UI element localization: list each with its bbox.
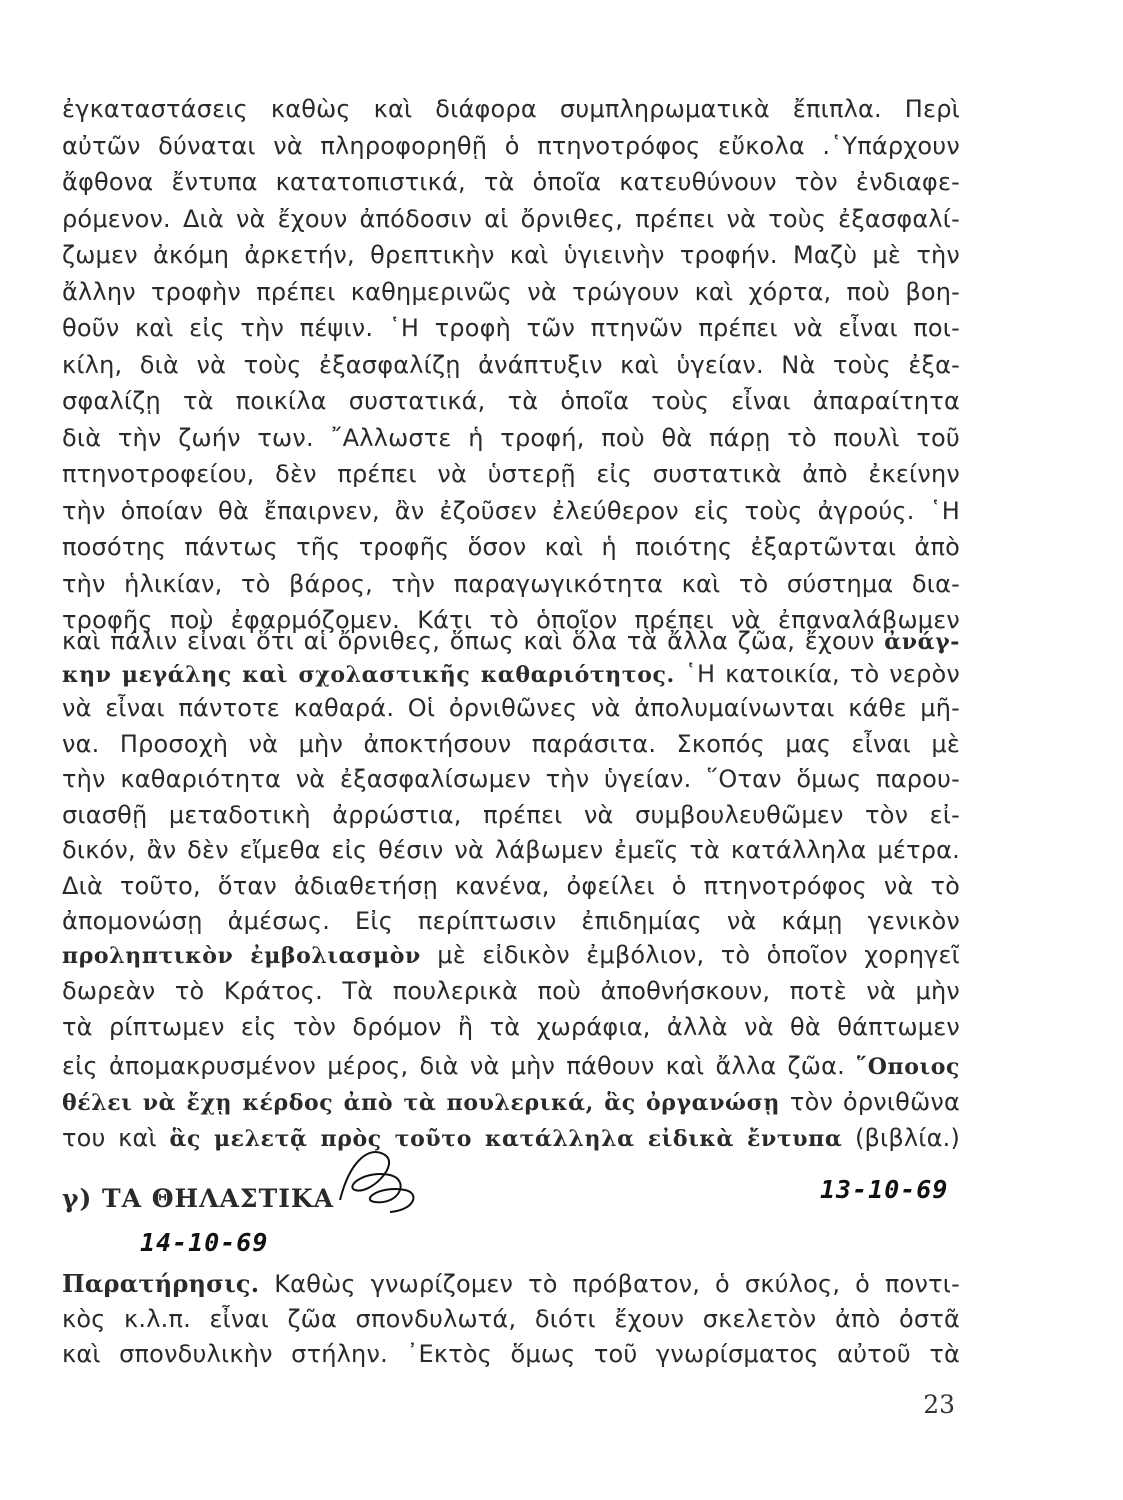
- body-line: προληπτικὸν ἐμβολιασμὸν μὲ εἰδικὸν ἐμβόλιον, τὸ ὁποῖον χορηγεῖ: [62, 941, 960, 969]
- note-line: καὶ σπονδυλικὴν στήλην. ᾿Εκτὸς ὅμως τοῦ γνωρίσματος αὐτοῦ τὰ: [62, 1340, 960, 1368]
- body-line: κίλη, διὰ νὰ τοὺς ἐξασφαλίζῃ ἀνάπτυξιν καὶ ὑγείαν. Νὰ τοὺς ἐξα-: [62, 350, 960, 379]
- body-line: ζωμεν ἀκόμη ἀρκετήν, θρεπτικὴν καὶ ὑγιεινὴν τροφήν. Μαζὺ μὲ τὴν: [62, 241, 960, 269]
- handwritten-date: 14-10-69: [140, 1228, 269, 1257]
- body-line: τὰ ρίπτωμεν εἰς τὸν δρόμον ἢ τὰ χωράφια, ἀλλὰ νὰ θὰ θάπτωμεν: [62, 1013, 960, 1041]
- body-line: Διὰ τοῦτο, ὅταν ἀδιαθετήσῃ κανένα, ὀφείλει ὁ πτηνοτρόφος νὰ τὸ: [62, 871, 960, 900]
- body-line: ἄφθονα ἔντυπα κατατοπιστικά, τὰ ὁποῖα κατευθύνουν τὸν ἐνδιαφε-: [62, 168, 960, 196]
- signature-scribble: [330, 1140, 430, 1220]
- body-line: αὐτῶν δύναται νὰ πληροφορηθῇ ὁ πτηνοτρόφος εὔκολα .῾Υπάρχουν: [62, 131, 960, 160]
- handwritten-date: 13-10-69: [820, 1175, 949, 1204]
- body-line: ποσότης πάντως τῆς τροφῆς ὅσον καὶ ἡ ποιότης ἐξαρτῶνται ἀπὸ: [62, 533, 960, 561]
- note-line: κὸς κ.λ.π. εἶναι ζῶα σπονδυλωτά, διότι ἔχουν σκελετὸν ἀπὸ ὀστᾶ: [62, 1305, 960, 1333]
- body-line: θοῦν καὶ εἰς τὴν πέψιν. ῾Η τροφὴ τῶν πτηνῶν πρέπει νὰ εἶναι ποι-: [62, 314, 960, 342]
- body-line: να. Προσοχὴ νὰ μὴν ἀποκτήσουν παράσιτα. Σκοπός μας εἶναι μὲ: [62, 729, 960, 758]
- body-line: τροφῆς ποὺ ἐφαρμόζομεν. Κάτι τὸ ὁποῖον πρέπει νὰ ἐπαναλάβωμεν: [62, 606, 960, 634]
- body-line: τὴν ὁποίαν θὰ ἔπαιρνεν, ἂν ἐζοῦσεν ἐλεύθερον εἰς τοὺς ἀγρούς. ῾Η: [62, 496, 960, 525]
- body-line: τὴν καθαριότητα νὰ ἐξασφαλίσωμεν τὴν ὑγείαν. ῞Οταν ὅμως παρου-: [62, 765, 960, 793]
- body-line: εἰς ἀπομακρυσμένον μέρος, διὰ νὰ μὴν πάθουν καὶ ἄλλα ζῶα. ῞Οποιος: [62, 1052, 960, 1080]
- body-line: ἀπομονώσῃ ἀμέσως. Εἰς περίπτωσιν ἐπιδημίας νὰ κάμῃ γενικὸν: [62, 907, 960, 935]
- body-line: του καὶ ἃς μελετᾷ πρὸς τοῦτο κατάλληλα εἰδικὰ ἔντυπα (βιβλία.): [62, 1124, 961, 1152]
- body-line: νὰ εἶναι πάντοτε καθαρά. Οἱ ὀρνιθῶνες νὰ ἀπολυμαίνωνται κάθε μῆ-: [62, 694, 960, 722]
- section-heading: γ) ΤΑ ΘΗΛΑΣΤΙΚΑ: [62, 1184, 335, 1213]
- body-line: θέλει νὰ ἔχῃ κέρδος ἀπὸ τὰ πουλερικά, ἃς ὀργανώσῃ τὸν ὀρνιθῶνα: [62, 1088, 960, 1116]
- note-label: Παρατήρησις.: [62, 1269, 260, 1298]
- note-line: Παρατήρησις. Καθὼς γνωρίζομεν τὸ πρόβατον, ὁ σκύλος, ὁ ποντι-: [62, 1269, 960, 1298]
- body-line: διὰ τὴν ζωήν των. ῎Αλλωστε ἡ τροφή, ποὺ θὰ πάρῃ τὸ πουλὶ τοῦ: [62, 423, 960, 452]
- body-line: κην μεγάλης καὶ σχολαστικῆς καθαριότητος. ῾Η κατοικία, τὸ νερὸν: [62, 660, 960, 688]
- page-number: 23: [923, 1390, 955, 1419]
- body-line: πτηνοτροφείου, δὲν πρέπει νὰ ὑστερῇ εἰς συστατικὰ ἀπὸ ἐκείνην: [62, 460, 960, 488]
- body-line: σιασθῇ μεταδοτικὴ ἀρρώστια, πρέπει νὰ συμβουλευθῶμεν τὸν εἰ-: [62, 800, 960, 829]
- body-line: δικόν, ἂν δὲν εἴμεθα εἰς θέσιν νὰ λάβωμεν ἐμεῖς τὰ κατάλληλα μέτρα.: [62, 836, 960, 864]
- body-line: τὴν ἡλικίαν, τὸ βάρος, τὴν παραγωγικότητα καὶ τὸ σύστημα δια-: [62, 569, 960, 598]
- body-line: ρόμενον. Διὰ νὰ ἔχουν ἀπόδοσιν αἱ ὄρνιθες, πρέπει νὰ τοὺς ἐξασφαλί-: [62, 204, 960, 233]
- body-line: ἐγκαταστάσεις καθὼς καὶ διάφορα συμπληρωματικὰ ἔπιπλα. Περὶ: [62, 95, 960, 123]
- body-line: σφαλίζῃ τὰ ποικίλα συστατικά, τὰ ὁποῖα τοὺς εἶναι ἀπαραίτητα: [62, 387, 960, 415]
- body-line: δωρεὰν τὸ Κράτος. Τὰ πουλερικὰ ποὺ ἀποθνήσκουν, ποτὲ νὰ μὴν: [62, 977, 960, 1005]
- body-line: ἄλλην τροφὴν πρέπει καθημερινῶς νὰ τρώγουν καὶ χόρτα, ποὺ βοη-: [62, 277, 960, 306]
- body-line: καὶ πάλιν εἶναι ὅτι αἱ ὄρνιθες, ὅπως καὶ ὅλα τὰ ἄλλα ζῶα, ἔχουν ἀνάγ-: [62, 627, 960, 655]
